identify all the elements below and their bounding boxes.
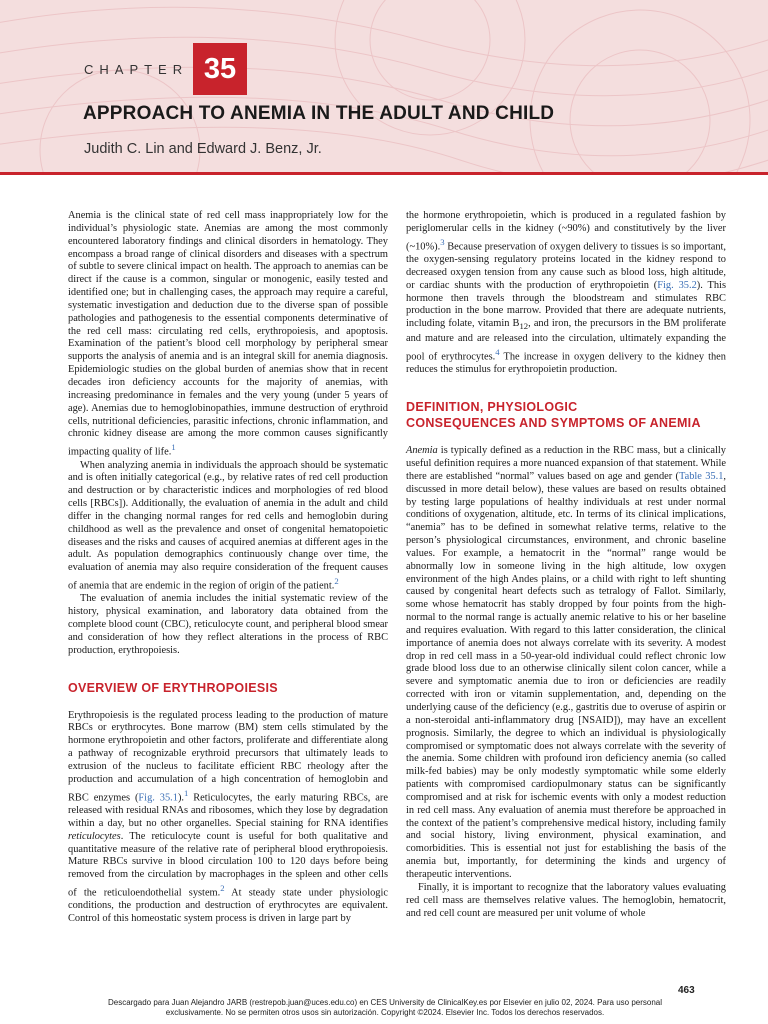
citation-ref[interactable]: 3 xyxy=(440,236,445,247)
left-column xyxy=(68,210,388,926)
citation-ref[interactable]: 1 xyxy=(184,787,189,798)
paragraph-analysis: When analyzing anemia in individuals the approach should be systematic and is often initially categorical (e.g., by relative rates of red cell production and destruction or by characteristic indices and morphologies of red blood cells [RBCs]). Additionally, the evaluation of anemia in the adult and child differ in the changing normal ranges for red cells and hemoglobin during childhood as well as the prevalence and onset of congenital hematopoietic diseases and the risks and causes of acquired anemias at different ages in the adult. As population demographics continuously change over time, the evaluation of anemia may also require consideration of the frequent causes of anemia that are endemic in the region of origin of the patient.$^2$ xyxy=(68,459,388,592)
page-number: 463 xyxy=(678,985,695,996)
paragraph-definition: Anemia is typically defined as a reduction in the RBC mass, but a clinically useful definition requires a more nuanced expansion of that statement. While there are established “normal” values based on age and gender (Table 35.1, discussed in more detail below), these values are based on results obtained by testing large populations of healthy individuals at rest under normal conditions of oxygenation, altitude, etc. In terms of its clinical implications, “anemia” has to be defined in somewhat relative terms, relative to the person’s physiological circumstances, environment, and chronic baseline values. For example, a hematocrit in the “normal” range would be abnormally low in someone living in the high altitude, low oxygen environment of the high Andes plains, or a child with right to left shunting caused by congenital heart defects such as tetralogy of Fallot. Similarly, some whose hematocrit has stably dropped by four points from the high-normal to the normal range is actually anemic relative to his or her baseline and requires evaluation. With regard to this latter consideration, the clinical importance of anemia does not always correlate with its severity. A modest drop in red cell mass in a 50-year-old individual could reflect chronic low grade blood loss due to an otherwise clinically silent colon cancer, while a severe and symptomatic anemia due to iron or deficiencies are readily corrected with iron or vitamin supplementation, and, depending on the underlying cause of the deficiency (e.g., gastritis due to overuse of aspirin or a non-steroidal anti-inflammatory drug [NSAID]), may have an excellent prognosis. Similarly, the degree to which an individual is physiologically compromised or symptomatic does not always correlate with the severity of the anemia. Some children with profound iron deficiency anemia (so called milk-fed babies) may be only modestly symptomatic while some elderly patients with compromised cardiopulmonary status can be significantly compromised and at risk for ischemic events with only a modest reduction in red cell mass. Any evaluation of anemia must therefore be approached in the context of the patient’s comprehensive medical history, including family and social history, living environment, physical examination, and comorbidities. This is essential not just for establishing the basis of the anemia but, importantly, for determining the kinds and urgency of therapeutic interventions. xyxy=(406,445,726,880)
figure-link[interactable]: Fig. 35.2 xyxy=(657,279,697,291)
section-heading-erythropoiesis: OVERVIEW OF ERYTHROPOIESIS xyxy=(68,680,278,695)
chapter-label: CHAPTER xyxy=(84,62,189,77)
citation-ref[interactable]: 2 xyxy=(220,883,225,894)
chapter-header xyxy=(0,0,768,172)
paragraph-erythropoiesis: Erythropoiesis is the regulated process leading to the production of mature RBCs or erythrocytes. Bone marrow (BM) stem cells stimulated by the hormone erythropoietin and other factors, proliferate and differentiate along a pathway of recognizable erythroid precursors that ultimately leads to extrusion of the nucleus to facilitate efficient RBC rheology after the production and accumulation of a high concentration of hemoglobin and RBC enzymes (Fig. 35.1).$^1$ Reticulocytes, the early maturing RBCs, are released with residual RNAs and ribosomes, which they lose by degradation within a day, but no other organelles. Special staining for RNA identifies reticulocytes. The reticulocyte count is useful for both qualitative and quantitative measure of the relative rate of peripheral blood erythropoiesis. Mature RBCs survive in blood circulation 100 to 120 days before being removed from the circulation by macrophages in the spleen and other cells of the reticuloendothelial system.$^2$ At steady state under physiologic conditions, the production and destruction of erythrocytes are equivalent. Control of this homeostatic system process is driven in large part by xyxy=(68,709,388,925)
citation-ref[interactable]: 4 xyxy=(495,346,500,357)
right-column xyxy=(406,210,726,920)
citation-ref[interactable]: 2 xyxy=(334,576,339,587)
paragraph-intro: Anemia is the clinical state of red cell mass inappropriately low for the individual’s physiologic state. Anemias are among the most commonly encountered laboratory findings and clinical disorders in hematology. They encompass a broad range of clinical disorders and diseases with a spectrum of subtle to severe clinical impact on health. The approach to anemias can be direct if the cause is a common, singular or monogenic, easily tested and identified one; but in challenging cases, the approach may require a careful, systematic investigation and deduction due to the diverse span of possible pathologies and pathogenesis to the essential components determinative of the red cell mass: circulating red cells, erythropoiesis, and apoptosis. Examination of the patient’s blood cell morphology by peripheral smear supports the analysis of anemia and is an integral skill for anemia diagnosis. Epidemiologic studies on the global burden of anemias show that in recent decades iron deficiency accounts for the majority of anemias, with increasing predominance in females and the very young (under 5 years of age). Anemias due to hemoglobinopathies, immune destruction of erythroid cells, nutritional deficiencies, parasitic infections, chronic inflammation, and chronic kidney disease are among the more common causes significantly impacting quality of life.$^1$ xyxy=(68,210,388,458)
section-heading-definition: DEFINITION, PHYSIOLOGIC CONSEQUENCES AND SYMPTOMS OF ANEMIA xyxy=(406,400,701,431)
figure-link[interactable]: Fig. 35.1 xyxy=(138,792,178,804)
paragraph-finally: Finally, it is important to recognize that the laboratory values evaluating red cell mass are themselves relative values. The hemoglobin, hematocrit, and red cell count are measured per unit volume of whole xyxy=(406,881,726,919)
paragraph-evaluation: The evaluation of anemia includes the initial systematic review of the history, physical examination, and laboratory data obtained from the complete blood count (CBC), reticulocyte count, and peripheral blood smear and consideration of how they reflect alterations in the process of RBC production, erythropoiesis. xyxy=(68,593,388,656)
header-divider xyxy=(0,172,768,175)
chapter-title: APPROACH TO ANEMIA IN THE ADULT AND CHILD xyxy=(83,103,555,124)
chapter-number: 35 xyxy=(193,43,247,95)
citation-ref[interactable]: 1 xyxy=(171,442,176,453)
chapter-authors: Judith C. Lin and Edward J. Benz, Jr. xyxy=(84,141,322,157)
download-notice-footer: Descargado para Juan Alejandro JARB (restrepob.juan@uces.edu.co) en CES University de ClinicalKey.es por Elsevier en julio 02, 2024. Para uso personal exclusivamente. No se permiten otros usos sin autorización. Copyright ©2024. Elsevier Inc. Todos los derechos reservados. xyxy=(107,998,663,1017)
paragraph-erythropoietin: the hormone erythropoietin, which is produced in a regulated fashion by periglomerular cells in the kidney (~90%) and constitutively by the liver (~10%).$^3$ Because preservation of oxygen delivery to tissues is so important, the oxygen-sensing regulatory proteins located in the kidney respond to decreased oxygen tension from any cause such as blood loss, high altitude, or cardiac shunts with the production of erythropoietin (Fig. 35.2). This hormone then travels through the bloodstream and stimulates RBC production in the bone marrow. Provided that there are adequate nutrients, including folate, vitamin $B_{12}$, and iron, the precursors in the BM proliferate and mature and are released into the circulation, ultimately expanding the pool of erythrocytes.$^4$ The increase in oxygen delivery to the kidney then reduces the stimulus for erythropoietin production. xyxy=(406,210,727,376)
table-link[interactable]: Table 35.1 xyxy=(678,470,724,482)
